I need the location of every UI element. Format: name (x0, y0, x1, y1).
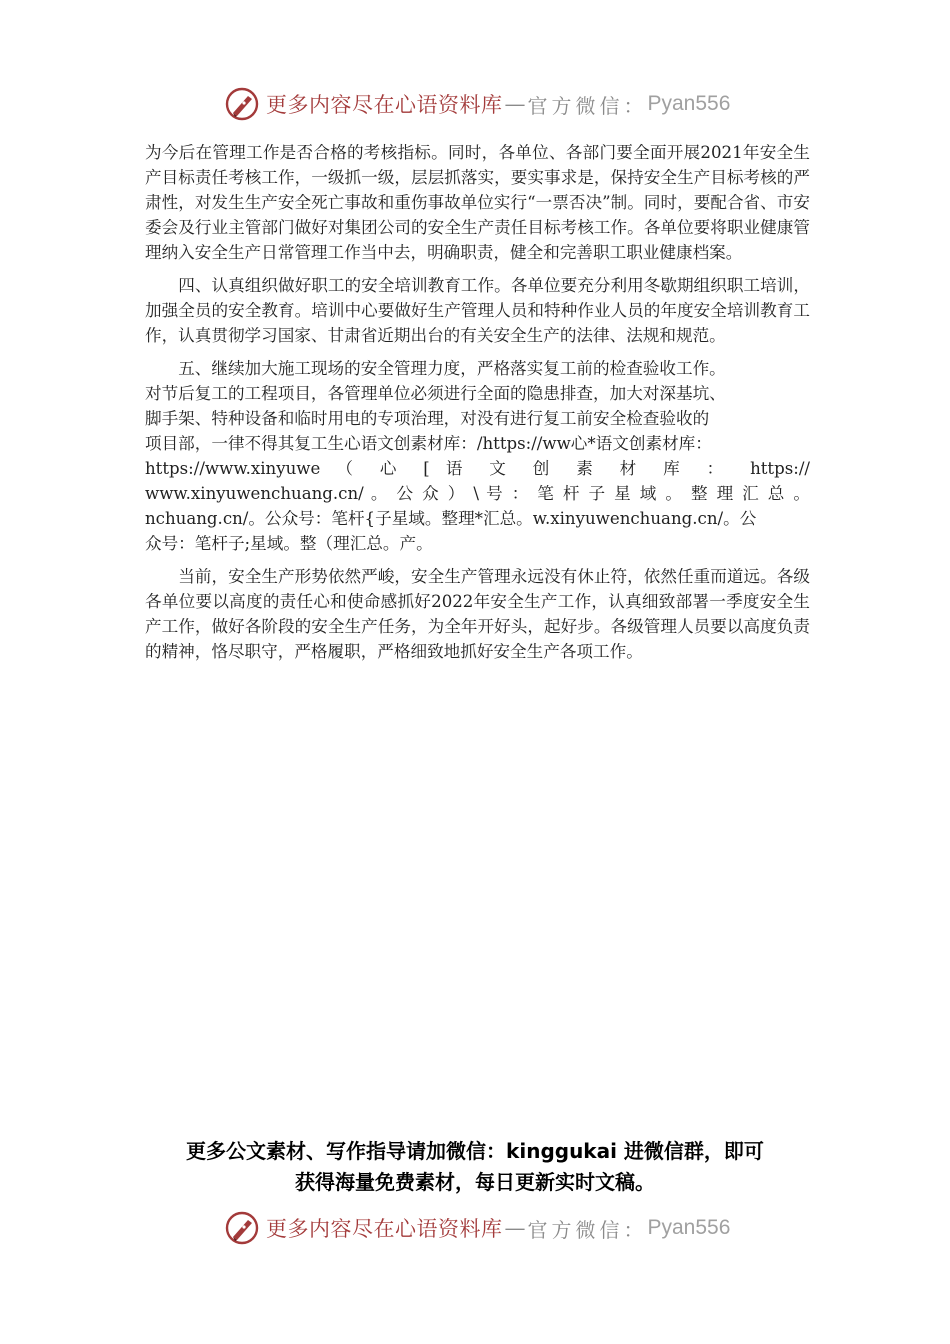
watermark-label: 官方微信： (527, 1217, 648, 1242)
header-watermark (224, 84, 730, 124)
paragraph-training: 四、认真组织做好职工的安全培训教育工作。各单位要充分利用冬歇期组织职工培训，加强全员的安全教育。培训中心要做好生产管理人员和特种作业人员的年度安全培训教育工作，认真贯彻学习国家、甘肃省近期出台的有关安全生产的法律、法规和规范。 (145, 276, 810, 345)
site-safety-line: 五、继续加大施工现场的安全管理力度，严格落实复工前的检查验收工作。 (178, 359, 726, 378)
pen-circle-logo-icon (224, 86, 260, 122)
site-safety-line: 众号：笔杆子;星域。整（理汇总。产。 (145, 534, 433, 553)
footer-promo-line-1: 更多公文素材、写作指导请加微信：kinggukai 进微信群，即可 (186, 1139, 764, 1163)
watermark-label: 官方微信： (527, 93, 648, 118)
watermark-site-text: 更多内容尽在心语资料库 (266, 1217, 503, 1241)
site-safety-line: 对节后复工的工程项目，各管理单位必须进行全面的隐患排查，加大对深基坑、 (145, 384, 726, 403)
watermark-dash: — (504, 92, 526, 116)
paragraph-site-safety (145, 356, 810, 556)
watermark-dash: — (504, 1216, 526, 1240)
watermark-site-text: 更多内容尽在心语资料库 (266, 93, 503, 117)
site-safety-line: https://www.xinyuwe （ 心 [ 语 文 创 素 材 库 ： https:// (145, 459, 810, 478)
site-safety-line: nchuang.cn/。公众号：笔杆{子星域。整理*汇总。w.xinyuwenchuang.cn/。公 (145, 509, 757, 528)
paragraph-assessment: 为今后在管理工作是否合格的考核指标。同时，各单位、各部门要全面开展2021年安全生产目标责任考核工作，一级抓一级，层层抓落实，要实事求是，保持安全生产目标考核的严肃性，对发生生产安全死亡事故和重伤事故单位实行“一票否决”制。同时，要配合省、市安委会及行业主管部门做好对集团公司的安全生产责任目标考核工作。各单位要将职业健康管理纳入安全生产日常管理工作当中去，明确职责，健全和完善职工职业健康档案。 (145, 143, 810, 262)
site-safety-line: 项目部，一律不得其复工生心语文创素材库：/https://ww心*语文创素材库： (145, 434, 712, 453)
site-safety-line: www.xinyuwenchuang.cn/ 。 公 众 ） \ 号 ： 笔 杆 子 星 域 。 整 理 汇 总 。 (145, 484, 810, 503)
document-body (145, 140, 810, 672)
footer-watermark (224, 1208, 730, 1248)
paragraph-conclusion: 当前，安全生产形势依然严峻，安全生产管理永远没有休止符，依然任重而道远。各级各单位要以高度的责任心和使命感抓好2022年安全生产工作，认真细致部署一季度安全生产工作，做好各阶段的安全生产任务，为全年开好头，起好步。各级管理人员要以高度负责的精神，恪尽职守，严格履职，严格细致地抓好安全生产各项工作。 (145, 567, 810, 661)
watermark-wechat-id: Pyan556 (647, 1216, 731, 1239)
footer-promo-line-2: 获得海量免费素材，每日更新实时文稿。 (295, 1170, 655, 1194)
site-safety-line: 脚手架、特种设备和临时用电的专项治理，对没有进行复工前安全检查验收的 (145, 409, 710, 428)
footer-promo (140, 1136, 810, 1198)
watermark-wechat-id: Pyan556 (647, 92, 731, 115)
pen-circle-logo-icon (224, 1210, 260, 1246)
